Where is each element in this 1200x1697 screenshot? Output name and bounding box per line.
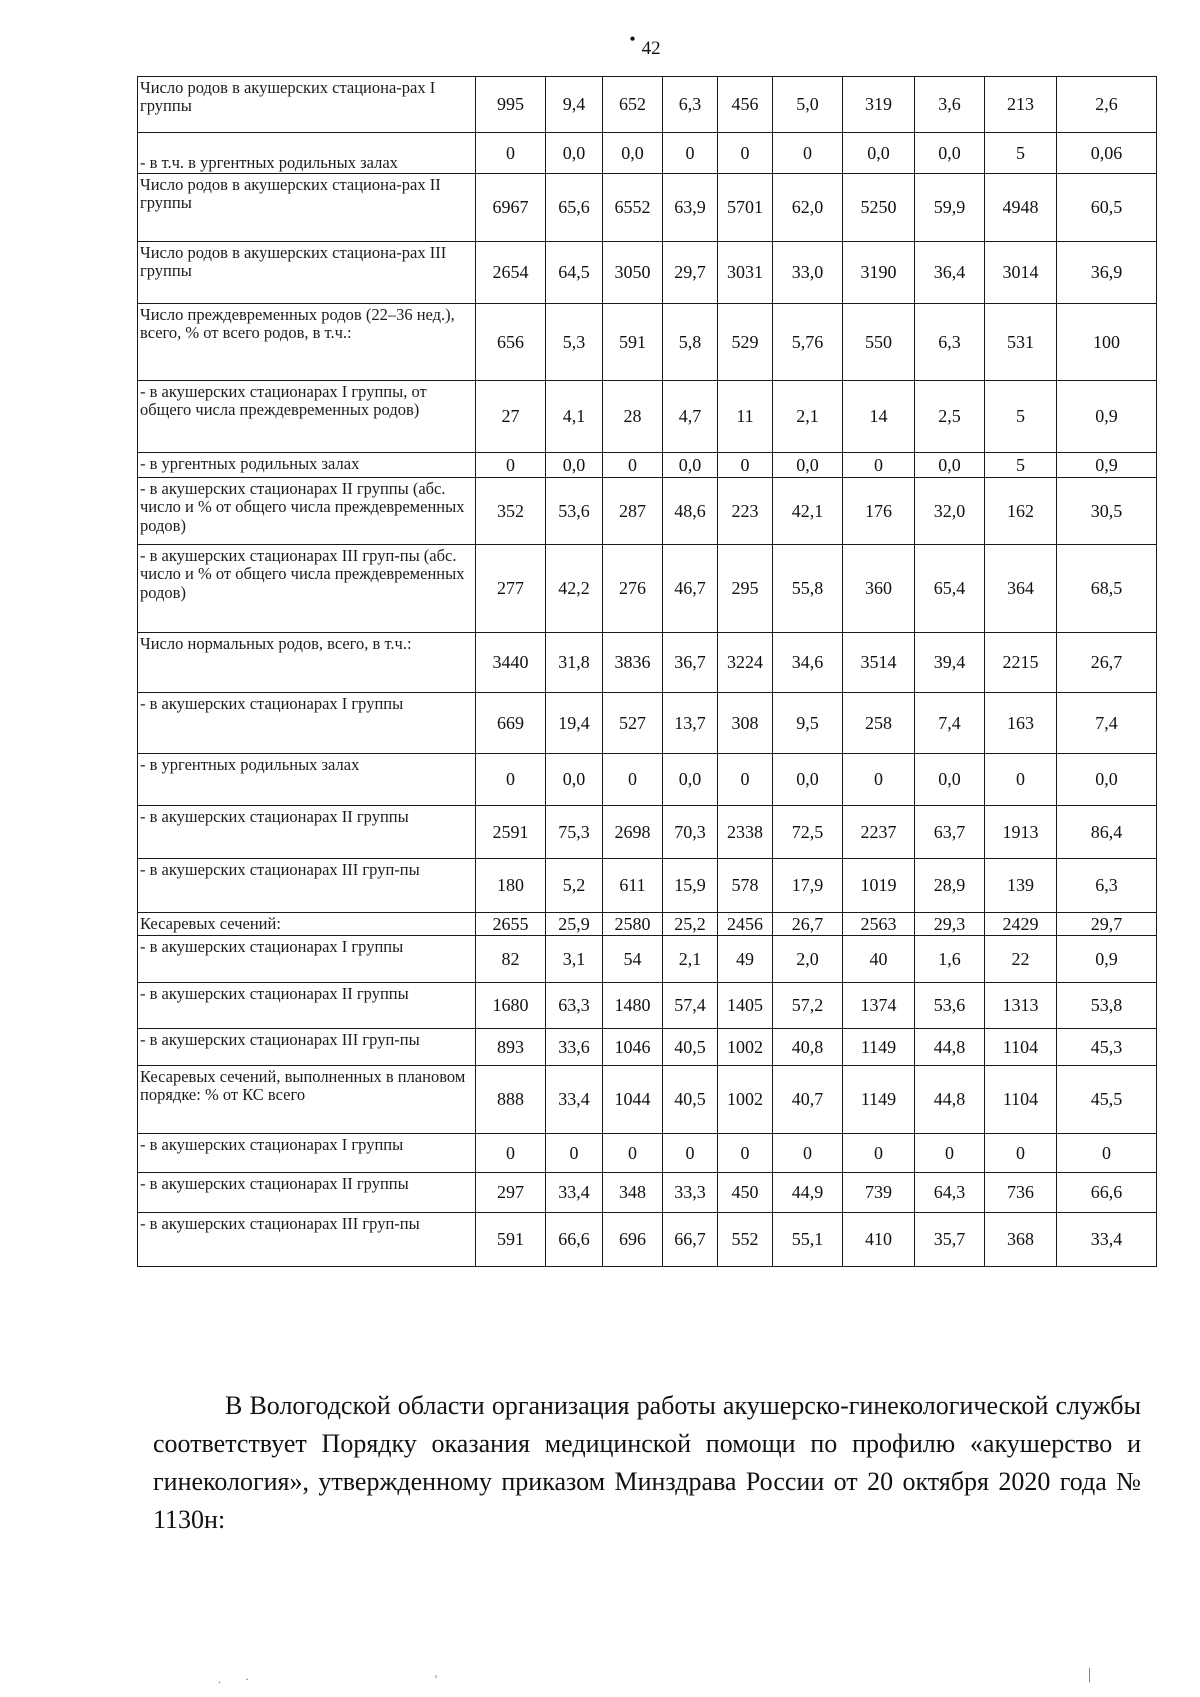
table-row (138, 174, 1157, 242)
table-cell: 163 (985, 693, 1057, 754)
table-cell: 66,6 (546, 1213, 603, 1267)
table-cell: 2698 (603, 806, 663, 859)
table-cell: 9,4 (546, 77, 603, 133)
table-cell: 5701 (718, 174, 773, 242)
table-row (138, 936, 1157, 983)
table-cell: 33,0 (773, 242, 843, 304)
scan-mark: | (1088, 1666, 1092, 1683)
table-cell: 0 (663, 133, 718, 174)
row-label: - в акушерских стационарах III груп-пы (138, 859, 476, 913)
table-cell: 591 (603, 304, 663, 381)
row-label: - в акушерских стационарах I группы (138, 693, 476, 754)
table-cell: 33,4 (546, 1066, 603, 1134)
table-row (138, 693, 1157, 754)
table-cell: 5,8 (663, 304, 718, 381)
table-cell: 36,7 (663, 633, 718, 693)
table-cell: 28 (603, 381, 663, 453)
table-cell: 33,6 (546, 1029, 603, 1066)
table-cell: 29,3 (915, 913, 985, 936)
table-cell: 0 (718, 453, 773, 478)
table-cell: 739 (843, 1173, 915, 1213)
table-cell: 1,6 (915, 936, 985, 983)
table-cell: 0 (476, 1134, 546, 1173)
table-row (138, 304, 1157, 381)
table-cell: 0,0 (546, 754, 603, 806)
table-cell: 0,0 (915, 133, 985, 174)
table-cell: 75,3 (546, 806, 603, 859)
table-cell: 25,9 (546, 913, 603, 936)
table-row (138, 1029, 1157, 1066)
table-cell: 0 (546, 1134, 603, 1173)
table-cell: 48,6 (663, 478, 718, 545)
table-cell: 3,6 (915, 77, 985, 133)
table-cell: 0 (915, 1134, 985, 1173)
table-row (138, 1173, 1157, 1213)
table-cell: 888 (476, 1066, 546, 1134)
table-cell: 0,0 (773, 453, 843, 478)
table-cell: 57,4 (663, 983, 718, 1029)
table-cell: 22 (985, 936, 1057, 983)
table-cell: 6552 (603, 174, 663, 242)
table-cell: 360 (843, 545, 915, 633)
table-cell: 11 (718, 381, 773, 453)
table-row (138, 1213, 1157, 1267)
table-cell: 100 (1057, 304, 1157, 381)
table-cell: 0 (476, 453, 546, 478)
table-cell: 72,5 (773, 806, 843, 859)
table-cell: 64,5 (546, 242, 603, 304)
table-cell: 64,3 (915, 1173, 985, 1213)
table-cell: 0 (663, 1134, 718, 1173)
table-cell: 364 (985, 545, 1057, 633)
table-cell: 0 (773, 1134, 843, 1173)
table-cell: 223 (718, 478, 773, 545)
table-cell: 0 (843, 453, 915, 478)
table-cell: 176 (843, 478, 915, 545)
row-label: - в акушерских стационарах I группы, от общего числа преждевременных родов) (138, 381, 476, 453)
table-cell: 28,9 (915, 859, 985, 913)
table-cell: 49 (718, 936, 773, 983)
row-label: - в акушерских стационарах II группы (138, 1173, 476, 1213)
table-cell: 36,4 (915, 242, 985, 304)
row-label: Кесаревых сечений, выполненных в плановом порядке: % от КС всего (138, 1066, 476, 1134)
table-cell: 33,4 (546, 1173, 603, 1213)
table-cell: 4948 (985, 174, 1057, 242)
table-cell: 213 (985, 77, 1057, 133)
table-row (138, 859, 1157, 913)
table-cell: 348 (603, 1173, 663, 1213)
table-cell: 1405 (718, 983, 773, 1029)
table-cell: 162 (985, 478, 1057, 545)
table-cell: 2580 (603, 913, 663, 936)
table-cell: 53,8 (1057, 983, 1157, 1029)
table-cell: 4,1 (546, 381, 603, 453)
table-cell: 68,5 (1057, 545, 1157, 633)
table-cell: 60,5 (1057, 174, 1157, 242)
table-cell: 46,7 (663, 545, 718, 633)
table-cell: 39,4 (915, 633, 985, 693)
scan-mark: · (245, 1672, 249, 1686)
table-cell: 5,2 (546, 859, 603, 913)
table-cell: 44,8 (915, 1029, 985, 1066)
table-row (138, 453, 1157, 478)
table-cell: 55,1 (773, 1213, 843, 1267)
table-cell: 2655 (476, 913, 546, 936)
table-cell: 0,0 (546, 133, 603, 174)
table-cell: 3,1 (546, 936, 603, 983)
table-cell: 0 (603, 1134, 663, 1173)
body-paragraph: В Вологодской области организация работы акушерско-гинекологической службы соответствует Порядку оказания медицинской помощи по профилю «акушерство и гинекология», утвержденному приказом Минздрава России от 20 октября 2020 года № 1130н: (153, 1391, 1141, 1534)
table-cell: 7,4 (1057, 693, 1157, 754)
table-cell: 0,0 (773, 754, 843, 806)
row-label: Число родов в акушерских стациона-рах I группы (138, 77, 476, 133)
table-cell: 5,0 (773, 77, 843, 133)
table-cell: 258 (843, 693, 915, 754)
table-cell: 276 (603, 545, 663, 633)
table-cell: 5,3 (546, 304, 603, 381)
table-cell: 0 (718, 1134, 773, 1173)
table-cell: 30,5 (1057, 478, 1157, 545)
table-cell: 527 (603, 693, 663, 754)
table-cell: 0,0 (663, 754, 718, 806)
row-label: - в ургентных родильных залах (138, 754, 476, 806)
table-cell: 1019 (843, 859, 915, 913)
table-cell: 34,6 (773, 633, 843, 693)
table-cell: 1104 (985, 1029, 1057, 1066)
page-dot: • (629, 29, 636, 49)
table-row (138, 633, 1157, 693)
table-row (138, 913, 1157, 936)
table-cell: 40,8 (773, 1029, 843, 1066)
table-cell: 25,2 (663, 913, 718, 936)
table-cell: 578 (718, 859, 773, 913)
table-cell: 736 (985, 1173, 1057, 1213)
table-cell: 0,0 (603, 133, 663, 174)
table-cell: 57,2 (773, 983, 843, 1029)
table-cell: 29,7 (1057, 913, 1157, 936)
table-cell: 319 (843, 77, 915, 133)
table-cell: 86,4 (1057, 806, 1157, 859)
table-row (138, 983, 1157, 1029)
table-cell: 82 (476, 936, 546, 983)
table-cell: 550 (843, 304, 915, 381)
table-cell: 2456 (718, 913, 773, 936)
table-cell: 2654 (476, 242, 546, 304)
table-row (138, 478, 1157, 545)
table-cell: 7,4 (915, 693, 985, 754)
table-cell: 40,7 (773, 1066, 843, 1134)
table-cell: 611 (603, 859, 663, 913)
table-cell: 531 (985, 304, 1057, 381)
table-cell: 40,5 (663, 1029, 718, 1066)
table-row (138, 1066, 1157, 1134)
row-label: Число родов в акушерских стациона-рах II группы (138, 174, 476, 242)
table-cell: 0 (985, 754, 1057, 806)
table-cell: 352 (476, 478, 546, 545)
table-cell: 0,06 (1057, 133, 1157, 174)
table-cell: 3224 (718, 633, 773, 693)
table-cell: 66,6 (1057, 1173, 1157, 1213)
table-cell: 297 (476, 1173, 546, 1213)
table-cell: 2,1 (773, 381, 843, 453)
table-cell: 1374 (843, 983, 915, 1029)
page-number-text: 42 (641, 38, 661, 59)
table-cell: 2,5 (915, 381, 985, 453)
table-cell: 180 (476, 859, 546, 913)
table-cell: 27 (476, 381, 546, 453)
table-cell: 53,6 (546, 478, 603, 545)
table-cell: 287 (603, 478, 663, 545)
table-cell: 40 (843, 936, 915, 983)
table-cell: 0 (843, 754, 915, 806)
table-cell: 0 (718, 133, 773, 174)
table-cell: 62,0 (773, 174, 843, 242)
table-cell: 2237 (843, 806, 915, 859)
table-cell: 5250 (843, 174, 915, 242)
table-cell: 0,9 (1057, 453, 1157, 478)
statistics-table (137, 76, 1157, 1267)
row-label: Число преждевременных родов (22–36 нед.), всего, % от всего родов, в т.ч.: (138, 304, 476, 381)
table-cell: 66,7 (663, 1213, 718, 1267)
table-cell: 3190 (843, 242, 915, 304)
table-cell: 0 (603, 754, 663, 806)
table-cell: 3440 (476, 633, 546, 693)
table-cell: 29,7 (663, 242, 718, 304)
table-cell: 55,8 (773, 545, 843, 633)
table-cell: 1044 (603, 1066, 663, 1134)
table-cell: 6967 (476, 174, 546, 242)
table-cell: 2,1 (663, 936, 718, 983)
table-cell: 2215 (985, 633, 1057, 693)
table-cell: 139 (985, 859, 1057, 913)
table-cell: 63,9 (663, 174, 718, 242)
table-row (138, 1134, 1157, 1173)
table-cell: 0 (718, 754, 773, 806)
row-label: Число родов в акушерских стациона-рах III группы (138, 242, 476, 304)
table-cell: 5 (985, 453, 1057, 478)
table-cell: 3514 (843, 633, 915, 693)
table-cell: 5,76 (773, 304, 843, 381)
table-cell: 65,4 (915, 545, 985, 633)
row-label: - в акушерских стационарах II группы (138, 983, 476, 1029)
table-cell: 0 (476, 133, 546, 174)
table-cell: 3836 (603, 633, 663, 693)
table-cell: 1002 (718, 1029, 773, 1066)
table-cell: 2,6 (1057, 77, 1157, 133)
table-cell: 2591 (476, 806, 546, 859)
row-label: - в акушерских стационарах III груп-пы (138, 1213, 476, 1267)
table-cell: 63,7 (915, 806, 985, 859)
table-cell: 0 (985, 1134, 1057, 1173)
table-cell: 4,7 (663, 381, 718, 453)
table-cell: 0,0 (1057, 754, 1157, 806)
table-cell: 0 (603, 453, 663, 478)
table-cell: 0 (1057, 1134, 1157, 1173)
table-cell: 410 (843, 1213, 915, 1267)
row-label: - в т.ч. в ургентных родильных залах (138, 133, 476, 174)
table-row (138, 133, 1157, 174)
table-cell: 14 (843, 381, 915, 453)
table-cell: 0,0 (915, 453, 985, 478)
table-cell: 40,5 (663, 1066, 718, 1134)
table-cell: 1149 (843, 1029, 915, 1066)
table-cell: 2,0 (773, 936, 843, 983)
table-cell: 15,9 (663, 859, 718, 913)
row-label: - в акушерских стационарах II группы (138, 806, 476, 859)
table-row (138, 242, 1157, 304)
table-cell: 652 (603, 77, 663, 133)
table-cell: 0,0 (663, 453, 718, 478)
table-cell: 5 (985, 133, 1057, 174)
table-cell: 6,3 (663, 77, 718, 133)
table-cell: 6,3 (1057, 859, 1157, 913)
table-cell: 70,3 (663, 806, 718, 859)
table-cell: 0,0 (546, 453, 603, 478)
row-label: - в акушерских стационарах III груп-пы (абс. число и % от общего числа преждевременных родов) (138, 545, 476, 633)
table-cell: 63,3 (546, 983, 603, 1029)
table-cell: 33,4 (1057, 1213, 1157, 1267)
table-cell: 995 (476, 77, 546, 133)
table-cell: 26,7 (1057, 633, 1157, 693)
row-label: - в ургентных родильных залах (138, 453, 476, 478)
table-cell: 3014 (985, 242, 1057, 304)
table-cell: 529 (718, 304, 773, 381)
table-body (138, 77, 1157, 1267)
table-cell: 0,9 (1057, 381, 1157, 453)
table-cell: 36,9 (1057, 242, 1157, 304)
table-cell: 59,9 (915, 174, 985, 242)
table-cell: 2429 (985, 913, 1057, 936)
table-cell: 53,6 (915, 983, 985, 1029)
table-cell: 33,3 (663, 1173, 718, 1213)
table-cell: 45,3 (1057, 1029, 1157, 1066)
table-cell: 0 (843, 1134, 915, 1173)
table-cell: 0,0 (915, 754, 985, 806)
table-cell: 1104 (985, 1066, 1057, 1134)
row-label: - в акушерских стационарах III груп-пы (138, 1029, 476, 1066)
table-cell: 656 (476, 304, 546, 381)
table-cell: 308 (718, 693, 773, 754)
table-row (138, 806, 1157, 859)
row-label: - в акушерских стационарах I группы (138, 1134, 476, 1173)
row-label: - в акушерских стационарах II группы (абс. число и % от общего числа преждевременных родов) (138, 478, 476, 545)
table-cell: 3050 (603, 242, 663, 304)
row-label: Кесаревых сечений: (138, 913, 476, 936)
scan-mark: ' (435, 1672, 438, 1686)
table-cell: 44,9 (773, 1173, 843, 1213)
table-cell: 1680 (476, 983, 546, 1029)
table-cell: 17,9 (773, 859, 843, 913)
table-cell: 2338 (718, 806, 773, 859)
table-cell: 5 (985, 381, 1057, 453)
table-cell: 32,0 (915, 478, 985, 545)
table-cell: 450 (718, 1173, 773, 1213)
table-cell: 45,5 (1057, 1066, 1157, 1134)
table-row (138, 381, 1157, 453)
table-cell: 6,3 (915, 304, 985, 381)
page-number (0, 29, 1200, 60)
table-cell: 31,8 (546, 633, 603, 693)
table-cell: 591 (476, 1213, 546, 1267)
table-cell: 1313 (985, 983, 1057, 1029)
table-cell: 0 (476, 754, 546, 806)
table-cell: 893 (476, 1029, 546, 1066)
table-row (138, 754, 1157, 806)
table-cell: 9,5 (773, 693, 843, 754)
table-cell: 456 (718, 77, 773, 133)
table-cell: 368 (985, 1213, 1057, 1267)
table-cell: 552 (718, 1213, 773, 1267)
row-label: - в акушерских стационарах I группы (138, 936, 476, 983)
table-cell: 0,9 (1057, 936, 1157, 983)
table-cell: 2563 (843, 913, 915, 936)
table-cell: 1913 (985, 806, 1057, 859)
table-cell: 42,1 (773, 478, 843, 545)
table-cell: 65,6 (546, 174, 603, 242)
table-cell: 1480 (603, 983, 663, 1029)
table-cell: 1149 (843, 1066, 915, 1134)
table-cell: 54 (603, 936, 663, 983)
table-cell: 35,7 (915, 1213, 985, 1267)
table-cell: 669 (476, 693, 546, 754)
table-cell: 696 (603, 1213, 663, 1267)
table-cell: 295 (718, 545, 773, 633)
table-cell: 0,0 (843, 133, 915, 174)
table-cell: 1002 (718, 1066, 773, 1134)
table-row (138, 545, 1157, 633)
table-cell: 42,2 (546, 545, 603, 633)
scan-mark: . (218, 1672, 221, 1686)
table-cell: 1046 (603, 1029, 663, 1066)
table-cell: 13,7 (663, 693, 718, 754)
table-cell: 19,4 (546, 693, 603, 754)
row-label: Число нормальных родов, всего, в т.ч.: (138, 633, 476, 693)
table-cell: 44,8 (915, 1066, 985, 1134)
table-cell: 277 (476, 545, 546, 633)
table-cell: 3031 (718, 242, 773, 304)
table-cell: 26,7 (773, 913, 843, 936)
table-cell: 0 (773, 133, 843, 174)
table-row (138, 77, 1157, 133)
